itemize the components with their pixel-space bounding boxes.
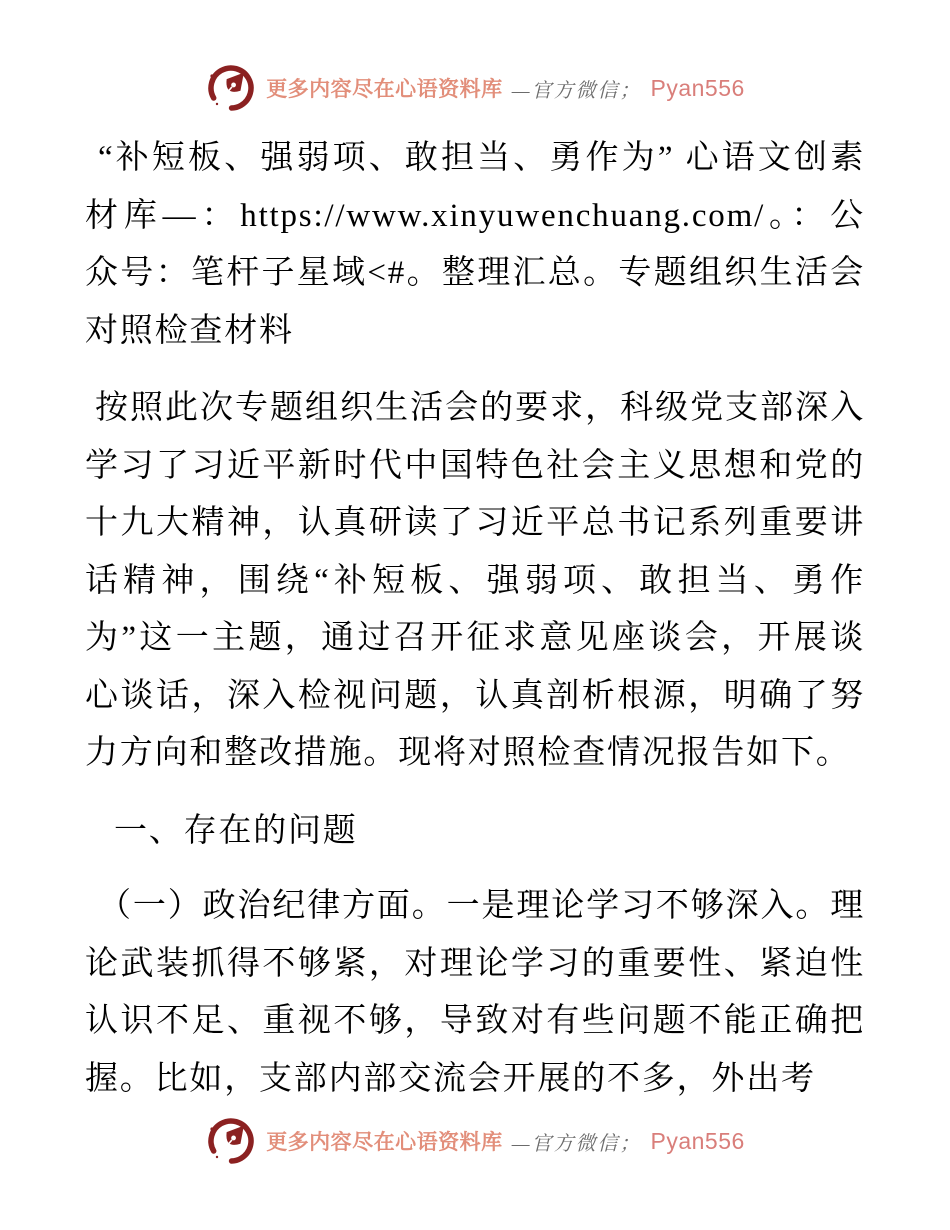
wechat-id: Pyan556	[650, 1127, 745, 1154]
wechat-label: —官方微信；	[511, 1132, 642, 1155]
wechat-label: —官方微信；	[511, 79, 642, 102]
brand-text: 更多内容尽在心语资料库	[266, 77, 503, 101]
problem-paragraph: （一）政治纪律方面。一是理论学习不够深入。理论武装抓得不够紧，对理论学习的重要性、紧迫性认识不足、重视不够，导致对有些问题不能正确把握。比如，支部内部交流会开展的不多，外出考	[85, 888, 865, 1097]
pen-nib-circle-logo	[205, 1116, 257, 1166]
intro-paragraph: 按照此次专题组织生活会的要求，科级党支部深入学习了习近平新时代中国特色社会主义思想和党的十九大精神，认真研读了习近平总书记系列重要讲话精神，围绕“补短板、强弱项、敢担当、勇作为”这一主题，通过召开征求意见座谈会，开展谈心谈话，深入检视问题，认真剖析根源，明确了努力方向和整改措施。现将对照检查情况报告如下。	[85, 390, 865, 771]
page-footer	[0, 1116, 950, 1166]
section-heading: 一、存在的问题	[114, 812, 358, 849]
wechat-id: Pyan556	[650, 74, 745, 101]
title-paragraph: “补短板、强弱项、敢担当、勇作为” 心语文创素材库—：https://www.xinyuwenchuang.com/。：公众号：笔杆子星域<#。整理汇总。专题组织生活会对照检查材料	[85, 140, 865, 349]
brand-text: 更多内容尽在心语资料库	[266, 1130, 503, 1154]
